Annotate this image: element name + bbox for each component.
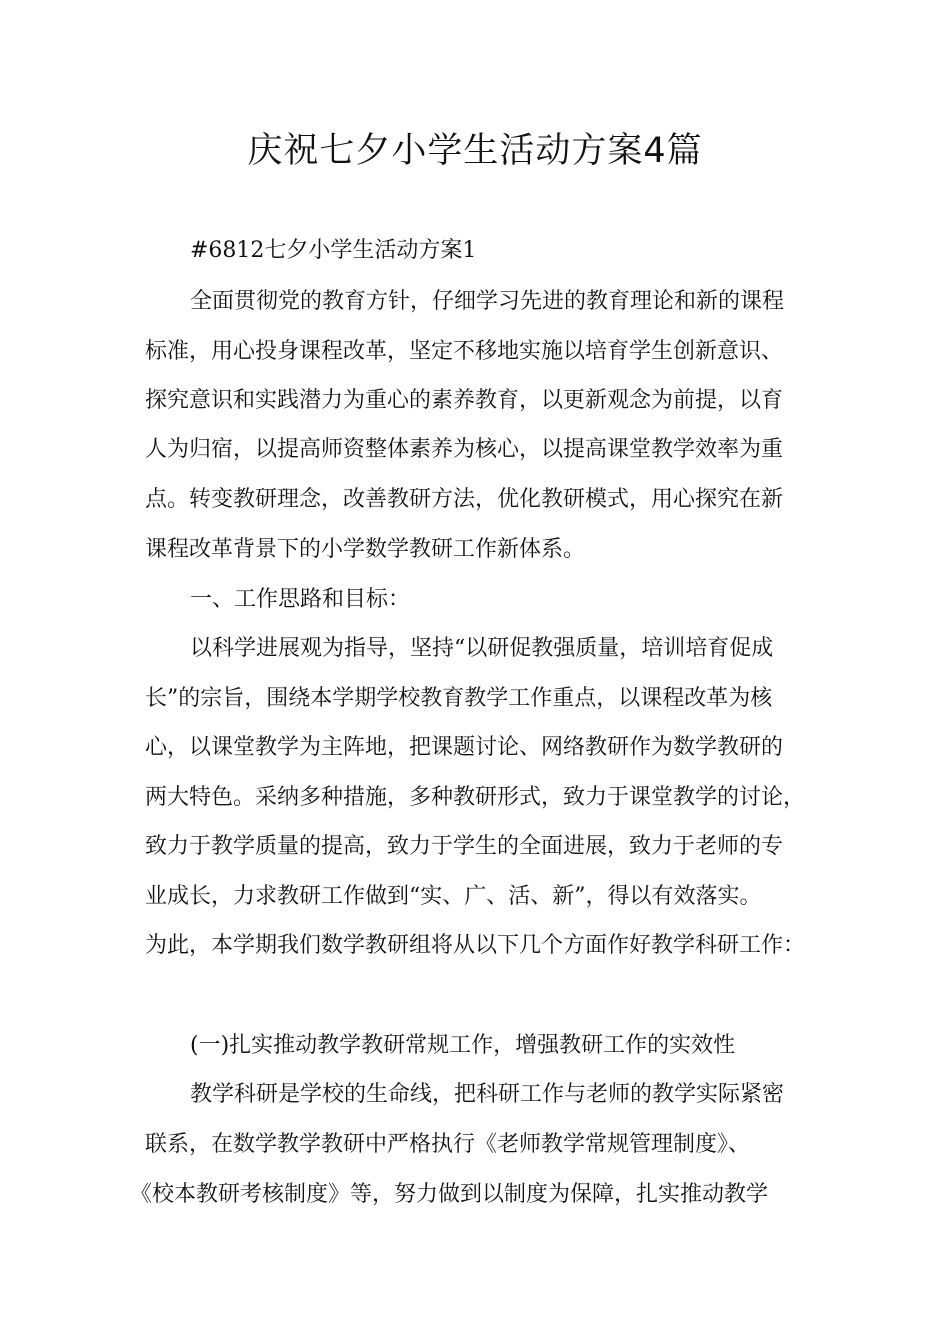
paragraph-line: 点。转变教研理念，改善教研方法，优化教研模式，用心探究在新: [145, 487, 784, 512]
paragraph-line: 人为归宿，以提高师资整体素养为核心，以提高课堂教学效率为重: [145, 437, 784, 462]
paragraph-line: 标准，用心投身课程改革，坚定不移地实施以培育学生创新意识、: [145, 339, 784, 364]
paragraph-line: 长”的宗旨，围绕本学期学校教育教学工作重点，以课程改革为核: [145, 686, 773, 711]
paragraph-line: 全面贯彻党的教育方针，仔细学习先进的教育理论和新的课程: [190, 289, 785, 314]
section-heading-plan-1: #6812七夕小学生活动方案1: [190, 238, 477, 263]
paragraph-line: 两大特色。采纳多种措施，多种教研形式，致力于课堂教学的讨论，: [145, 785, 806, 810]
paragraph-line: 业成长，力求教研工作做到“实、广、活、新”，得以有效落实。: [145, 884, 762, 909]
section-heading-goals: 一、工作思路和目标：: [190, 587, 411, 612]
paragraph-line: 联系，在数学教学教研中严格执行《老师教学常规管理制度》、: [145, 1132, 751, 1157]
paragraph-line: 教学科研是学校的生命线，把科研工作与老师的教学实际紧密: [190, 1082, 785, 1107]
paragraph-line: 致力于教学质量的提高，致力于学生的全面进展，致力于老师的专: [145, 834, 784, 859]
document-title: 庆祝七夕小学生活动方案4篇: [247, 131, 703, 171]
paragraph-line: 以科学进展观为指导，坚持“以研促教强质量，培训培育促成: [190, 636, 774, 661]
paragraph-line: 为此，本学期我们数学教研组将从以下几个方面作好教学科研工作：: [145, 933, 806, 958]
paragraph-line: 探究意识和实践潜力为重心的素养教育，以更新观念为前提，以育: [145, 388, 784, 413]
subsection-heading-1: (一)扎实推动教学教研常规工作，增强教研工作的实效性: [190, 1033, 736, 1058]
paragraph-line: 课程改革背景下的小学数学教研工作新体系。: [145, 537, 586, 562]
paragraph-line: 心，以课堂教学为主阵地，把课题讨论、网络教研作为数学教研的: [145, 735, 784, 760]
paragraph-line: 《校本教研考核制度》等，努力做到以制度为保障，扎实推动教学: [130, 1182, 769, 1207]
